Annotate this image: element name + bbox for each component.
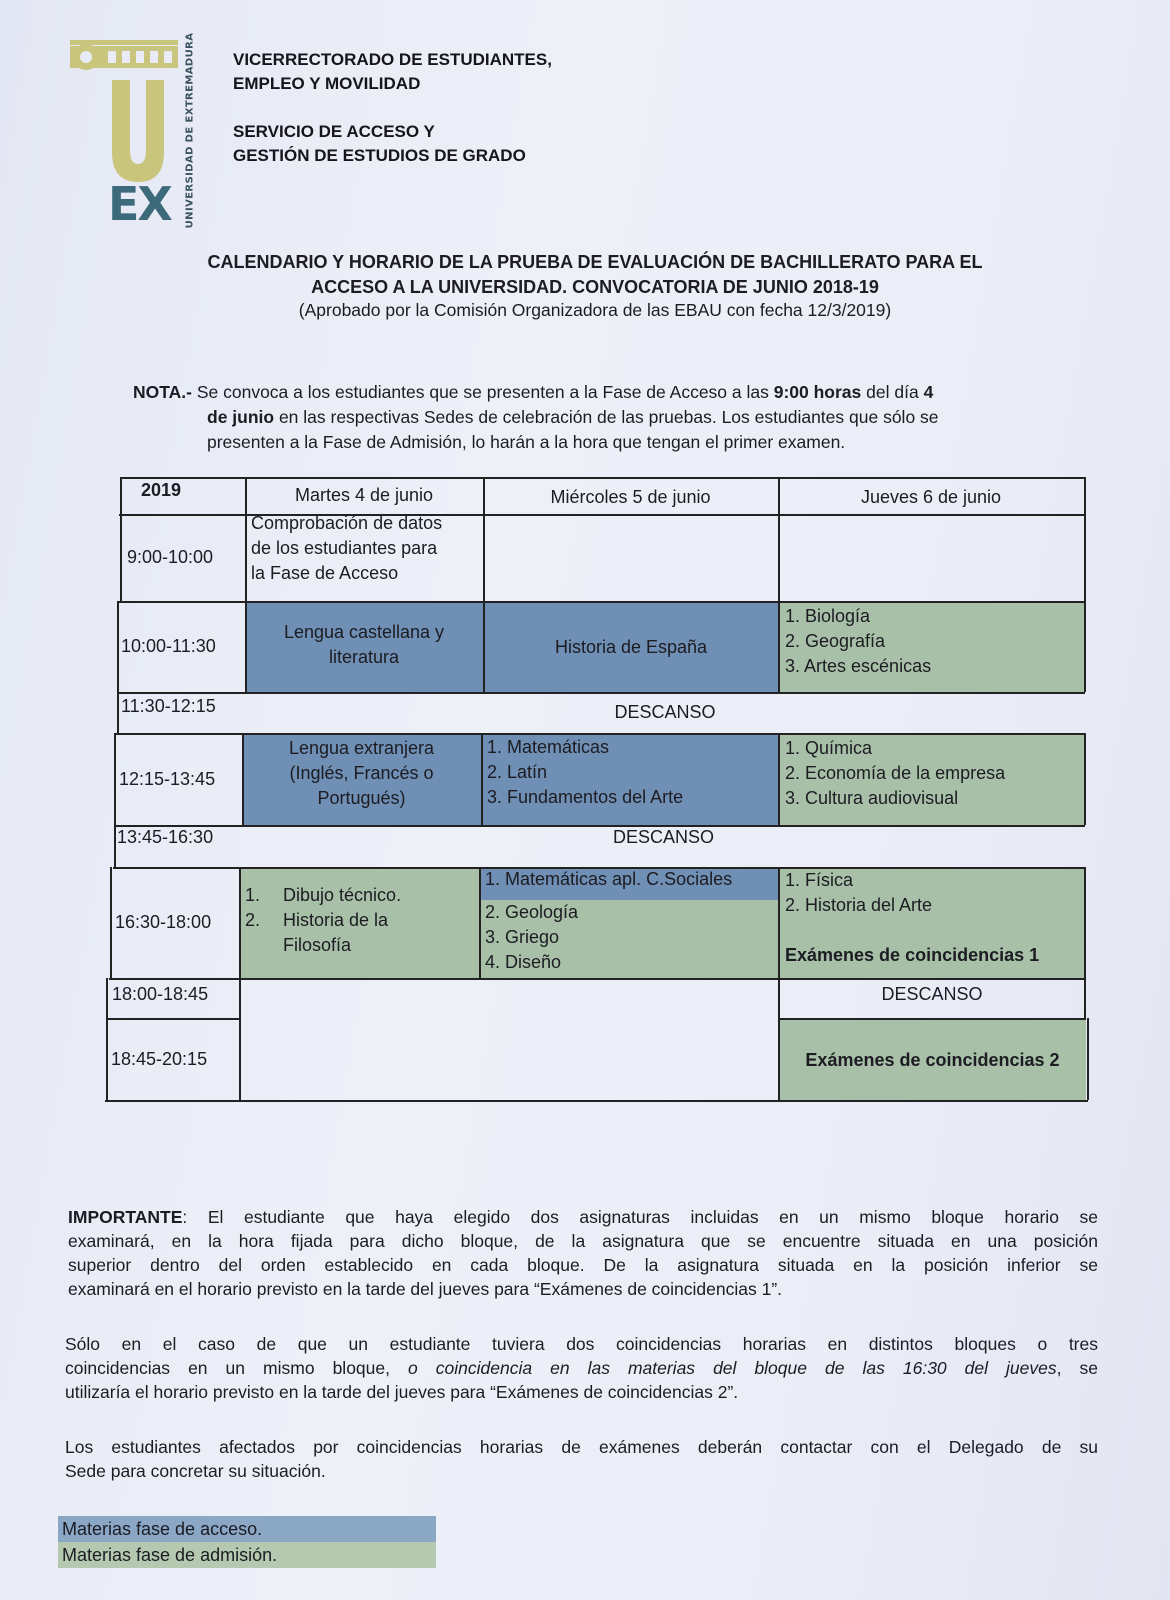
day-header: Miércoles 5 de junio bbox=[550, 487, 711, 507]
table-year-header: 2019 bbox=[141, 480, 182, 500]
cell-historia-espana: Historia de España bbox=[554, 636, 708, 657]
afectados-paragraph: Los estudiantes afectados por coincidencias horarias de exámenes deberán contactar con el Delegado de su Sede para concretar su situación. bbox=[65, 1437, 1098, 1481]
logo-ex-text: EX bbox=[108, 177, 171, 231]
header-vicerrectorado: VICERRECTORADO DE ESTUDIANTES, EMPLEO Y MOVILIDAD bbox=[233, 50, 552, 93]
cell-comprobacion: Comprobación de datos de los estudiantes para la Fase de Acceso bbox=[251, 513, 443, 583]
importante-paragraph: IMPORTANTE: El estudiante que haya elegido dos asignaturas incluidas en un mismo bloque horario se examinará, en la hora fijada para dicho bloque, de la asignatura que se encuentre situada en una posición superior dentro del orden establecido en cada bloque. De la asignatura situada en la posición inferior se examinará en el horario previsto en la tarde del jueves para “Exámenes de coincidencias 1”. bbox=[68, 1207, 1098, 1299]
cell-wed-block2: 1. Matemáticas 2. Latín 3. Fundamentos del Arte bbox=[487, 737, 684, 807]
cell-thu-block2: 1. Química 2. Economía de la empresa 3. Cultura audiovisual bbox=[785, 738, 1006, 808]
descanso-row: DESCANSO bbox=[612, 826, 715, 847]
cell-lengua-extranjera: Lengua extranjera (Inglés, Francés o Portugués) bbox=[288, 737, 435, 808]
time-slot: 13:45-16:30 bbox=[117, 826, 214, 847]
document-title: CALENDARIO Y HORARIO DE LA PRUEBA DE EVALUACIÓN DE BACHILLERATO PARA EL ACCESO A LA UNIVERSIDAD. CONVOCATORIA DE JUNIO 2018-19 bbox=[207, 252, 983, 297]
cell-thu-block3: 1. Física 2. Historia del Arte bbox=[785, 870, 933, 915]
cell-tue-block3: 1. Dibujo técnico. 2. Historia de la Filosofía bbox=[245, 885, 402, 955]
time-slot: 16:30-18:00 bbox=[115, 912, 212, 932]
legend-admision: Materias fase de admisión. bbox=[58, 1542, 436, 1568]
document-page: EX UNIVERSIDAD DE EXTREMADURA VICERRECTORADO DE ESTUDIANTES, EMPLEO Y MOVILIDAD SERVICIO DE ACCESO Y GESTIÓN DE ESTUDIOS DE GRADO CALENDARIO Y HORARIO DE LA PRUEBA DE EVALUACIÓN DE BACHILLERATO PARA EL ACCESO A LA UNIVERSIDAD. CONVOCATORIA DE JUNIO 2018-19 (Aprobado por la Comisión Organizadora de las EBAU con fecha 12/3/2019) NOTA.- Se convoca a los estudiantes que se presenten a la Fase de Acceso a las 9:00 horas del día 4 de junio en las respectivas Sedes de celebración de las pruebas. Los estudiantes que sólo se presenten a la Fase de Admisión, lo harán a la hora que tengan el primer examen. 2019 Martes 4 de junio Miércoles 5 de junio Jueves 6 de junio 9:00-10:00 10:00-11:30 11:30-12:15 12:15-13:45 13:45-16:30 16:30-18:00 18:00-18:45 18:45-20:15 Comprobación de datos de los estudiantes para la Fase de Acceso Lengua castellana y literatura Historia de España 1. Biología 2. Geografía 3. Artes escénicas DESCANSO Lengua extranjera (Inglés, Francés o Portugués) 1. Matemáticas 2. Latín 3. Fundamentos del Arte 1. Química 2. Economía de la empresa 3. Cultura audiovisual DESCANSO 1. Dibujo técnico. 2. Historia de la Filosofía 1. Matemáticas apl. C.Sociales 2. Geología 3. Griego 4. Diseño 1. Física 2. Historia del Arte Exámenes de coincidencias 1 DESCANSO Exámenes de coincidencias 2 IMPORTANTE: El estudiante que haya elegido dos asignaturas incluidas en un mismo bloque horario se examinará, en la hora fijada para dicho bloque, de la asignatura que se encuentre situada en una posición superior dentro del orden establecido en cada bloque. De la asignatura situada en la posición inferior se examinará en el horario previsto en la tarde del jueves para “Exámenes de coincidencias 1”. Sólo en el caso de que un estudiante tuviera dos coincidencias horarias en distintos bloques o tres coincidencias en un mismo bloque, o coincidencia en las materias del bloque de las 16:30 del jueves, se utilizaría el horario previsto en la tarde del jueves para “Exámenes de coincidencias 2”. Los estudiantes afectados por coincidencias horarias de exámenes deberán contactar con el Delegado de su Sede para concretar su situación. Materias fase de acceso. Materias fase de admisión. bbox=[0, 0, 1170, 1600]
time-slot: 9:00-10:00 bbox=[127, 547, 214, 567]
cell-matematicas-sociales: 1. Matemáticas apl. C.Sociales bbox=[485, 869, 733, 889]
cell-lengua-castellana: Lengua castellana y literatura bbox=[283, 622, 445, 667]
logo-university-name: UNIVERSIDAD DE EXTREMADURA bbox=[184, 32, 196, 228]
time-slot: 18:00-18:45 bbox=[112, 983, 209, 1004]
header-servicio: SERVICIO DE ACCESO Y GESTIÓN DE ESTUDIOS DE GRADO bbox=[233, 122, 526, 165]
cell-thu-block1: 1. Biología 2. Geografía 3. Artes escénicas bbox=[785, 606, 932, 676]
time-slot: 18:45-20:15 bbox=[111, 1048, 208, 1069]
coincidencias-2: Exámenes de coincidencias 2 bbox=[805, 1049, 1060, 1070]
coincidencias-paragraph: Sólo en el caso de que un estudiante tuviera dos coincidencias horarias en distintos bloques o tres coincidencias en un mismo bloque, o coincidencia en las materias del bloque de las 16:30 del jueves, se utilizaría el horario previsto en la tarde del jueves para “Exámenes de coincidencias 2”. bbox=[65, 1334, 1098, 1402]
descanso-thu: DESCANSO bbox=[881, 983, 983, 1004]
time-slot: 12:15-13:45 bbox=[119, 768, 216, 789]
schedule-table bbox=[105, 477, 1110, 1122]
day-header: Martes 4 de junio bbox=[294, 485, 434, 505]
time-slot: 10:00-11:30 bbox=[121, 636, 216, 656]
coincidencias-1: Exámenes de coincidencias 1 bbox=[785, 945, 1040, 965]
cell-wed-block3: 2. Geología 3. Griego 4. Diseño bbox=[485, 902, 579, 972]
legend-acceso: Materias fase de acceso. bbox=[58, 1516, 436, 1542]
document-subtitle: (Aprobado por la Comisión Organizadora de las EBAU con fecha 12/3/2019) bbox=[298, 300, 892, 320]
day-header: Jueves 6 de junio bbox=[860, 487, 1002, 507]
descanso-row: DESCANSO bbox=[614, 701, 716, 722]
time-slot: 11:30-12:15 bbox=[121, 695, 216, 716]
